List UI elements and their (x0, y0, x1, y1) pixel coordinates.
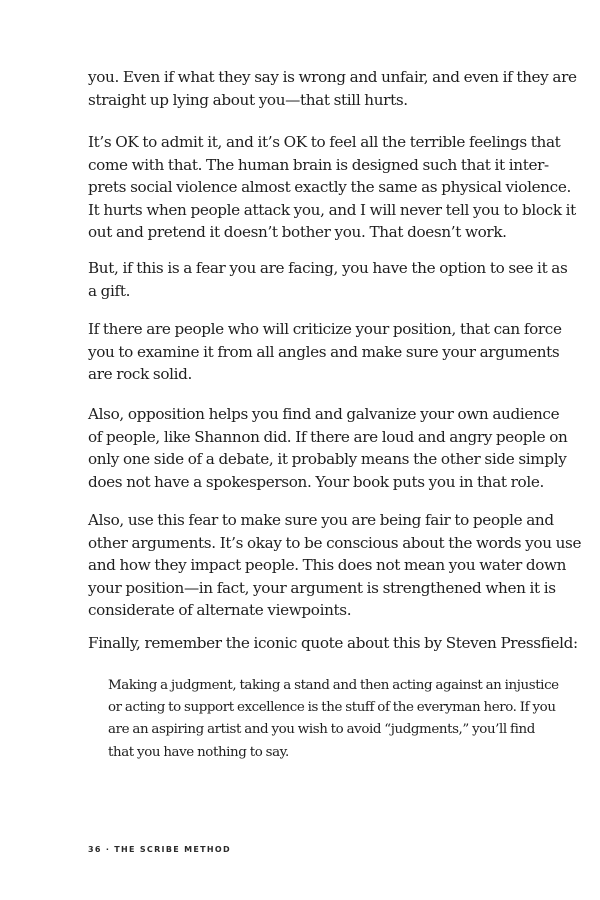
paragraph-7 (88, 632, 578, 655)
text-line: your position—in fact, your argument is strengthened when it is (88, 578, 556, 597)
text-line: are rock solid. (88, 365, 193, 383)
text-line: Finally, remember the iconic quote about this by Steven Pressfield: (88, 634, 578, 652)
text-line: It hurts when people attack you, and I will never tell you to block it (88, 200, 576, 219)
text-line: come with that. The human brain is designed such that it inter- (88, 155, 549, 174)
text-line: other arguments. It’s okay to be conscious about the words you use (88, 533, 582, 552)
text-line: Also, use this fear to make sure you are being fair to people and (88, 511, 554, 529)
block-quote (108, 675, 559, 764)
text-line: and how they impact people. This does not mean you water down (88, 556, 567, 574)
paragraph-4 (88, 318, 562, 386)
page-footer (88, 845, 231, 854)
text-line: prets social violence almost exactly the same as physical violence. (88, 178, 571, 196)
text-line: out and pretend it doesn’t bother you. That doesn’t work. (88, 223, 507, 241)
text-line: you. Even if what they say is wrong and unfair, and even if they are (88, 68, 577, 86)
paragraph-2 (88, 131, 576, 244)
paragraph-6 (88, 509, 582, 622)
book-title: THE SCRIBE METHOD (114, 845, 231, 854)
text-line: a gift. (88, 281, 131, 300)
text-line: It’s OK to admit it, and it’s OK to feel all the terrible feelings that (88, 133, 561, 151)
quote-line: that you have nothing to say. (108, 744, 289, 760)
text-line: does not have a spokesperson. Your book puts you in that role. (88, 472, 544, 491)
footer-separator: · (105, 845, 111, 854)
quote-line: or acting to support excellence is the stuff of the everyman hero. If you (108, 700, 556, 716)
text-line: Also, opposition helps you find and galvanize your own audience (88, 405, 560, 423)
text-line: considerate of alternate viewpoints. (88, 601, 352, 619)
text-line: straight up lying about you—that still hurts. (88, 90, 408, 109)
text-line: you to examine it from all angles and make sure your arguments (88, 342, 560, 361)
paragraph-3 (88, 257, 568, 302)
paragraph-1 (88, 66, 577, 111)
paragraph-5 (88, 403, 568, 493)
text-line: But, if this is a fear you are facing, you have the option to see it as (88, 259, 568, 277)
text-line: If there are people who will criticize your position, that can force (88, 320, 562, 338)
text-line: only one side of a debate, it probably means the other side simply (88, 450, 567, 468)
quote-line: Making a judgment, taking a stand and then acting against an injustice (108, 678, 559, 693)
page-number: 36 (88, 845, 102, 854)
text-line: of people, like Shannon did. If there are loud and angry people on (88, 427, 568, 446)
quote-line: are an aspiring artist and you wish to avoid “judgments,” you’ll find (108, 722, 535, 738)
